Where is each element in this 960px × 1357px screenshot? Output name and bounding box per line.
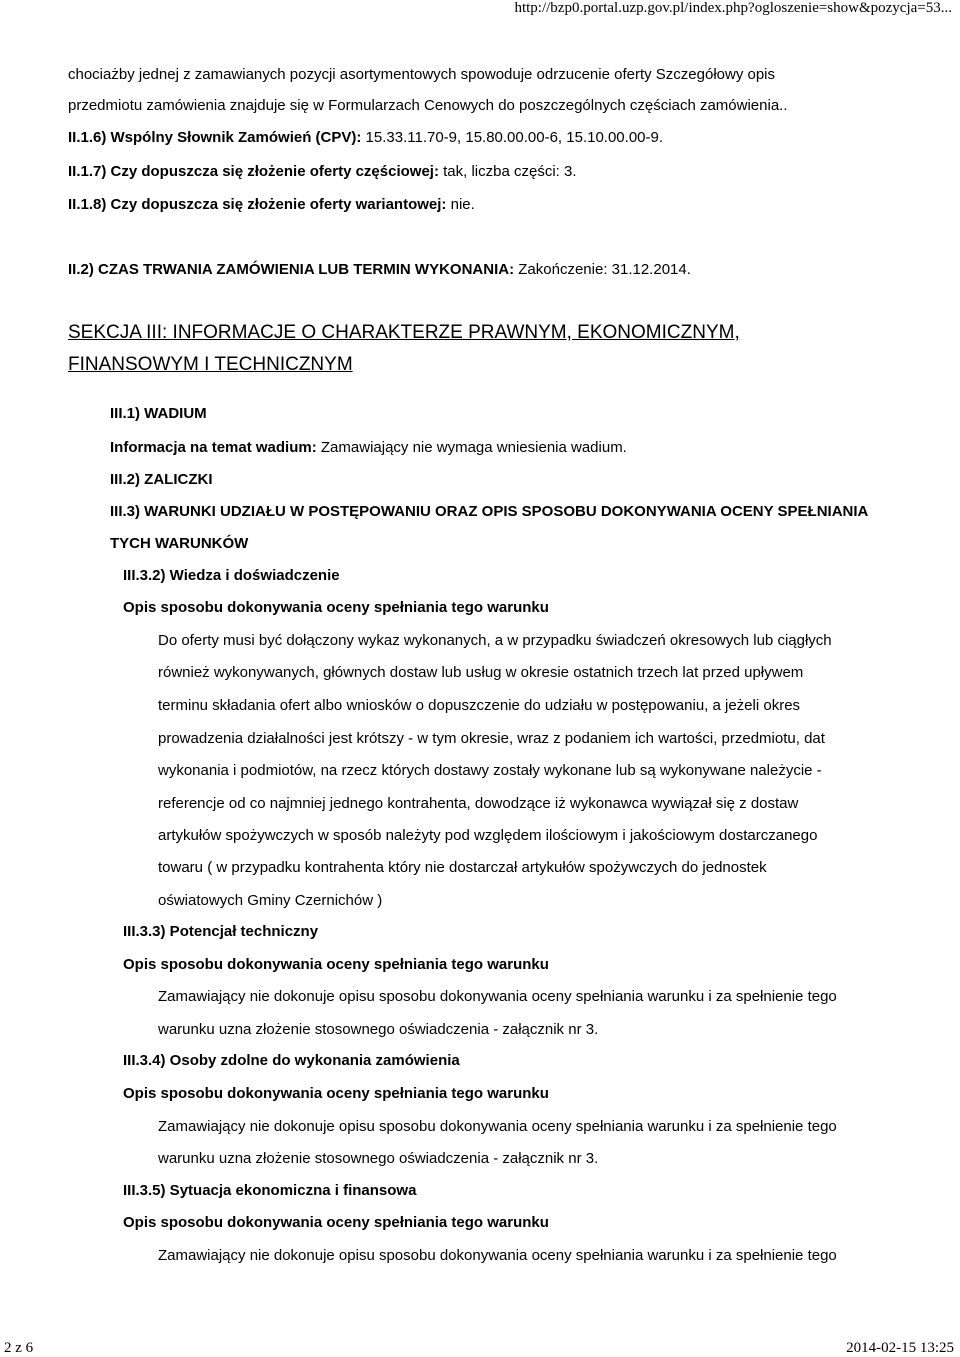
variant-offer-value: nie. xyxy=(450,196,475,213)
intro-line: chociażby jednej z zamawianych pozycji asortymentowych spowoduje odrzucenie oferty Szczegółowy opis xyxy=(68,66,776,83)
body-line: Do oferty musi być dołączony wykaz wykonanych, a w przypadku świadczeń okresowych lub ciągłych xyxy=(158,632,832,649)
variant-offer-label: II.1.8) Czy dopuszcza się złożenie oferty wariantowej: xyxy=(68,196,447,213)
body-line: referencje od co najmniej jednego kontrahenta, dowodzące iż wykonawca wywiązał się z dostaw xyxy=(158,795,799,812)
page-number: 2 z 6 xyxy=(4,1340,34,1356)
subsection-heading: III.3.4) Osoby zdolne do wykonania zamówienia xyxy=(123,1052,460,1069)
zaliczki-heading: III.2) ZALICZKI xyxy=(110,471,213,488)
partial-offer-label: II.1.7) Czy dopuszcza się złożenie oferty częściowej: xyxy=(68,163,439,180)
subsection-heading: III.3.3) Potencjał techniczny xyxy=(123,923,319,940)
body-line: Zamawiający nie dokonuje opisu sposobu dokonywania oceny spełniania warunku i za spełnienie tego xyxy=(158,1118,837,1135)
subsection-heading: III.3.5) Sytuacja ekonomiczna i finansowa xyxy=(123,1182,417,1199)
variant-offer-row xyxy=(68,196,475,214)
body-line: również wykonywanych, głównych dostaw lub usług w okresie ostatnich trzech lat przed upływem xyxy=(158,664,804,681)
warunki-heading: III.3) WARUNKI UDZIAŁU W POSTĘPOWANIU ORAZ OPIS SPOSOBU DOKONYWANIA OCENY SPEŁNIANIA xyxy=(110,503,869,520)
cpv-value: 15.33.11.70-9, 15.80.00.00-6, 15.10.00.00-9. xyxy=(365,129,664,146)
opis-label: Opis sposobu dokonywania oceny spełniania tego warunku xyxy=(123,1214,549,1231)
partial-offer-row xyxy=(68,163,577,181)
intro-line: przedmiotu zamówienia znajduje się w Formularzach Cenowych do poszczególnych częściach zamówienia.. xyxy=(68,97,788,114)
warunki-heading: TYCH WARUNKÓW xyxy=(110,535,249,552)
body-line: towaru ( w przypadku kontrahenta który nie dostarczał artykułów spożywczych do jednostek xyxy=(158,859,767,876)
body-line: oświatowych Gminy Czernichów ) xyxy=(158,892,383,909)
cpv-row xyxy=(68,129,663,147)
body-line: Zamawiający nie dokonuje opisu sposobu dokonywania oceny spełniania warunku i za spełnienie tego xyxy=(158,988,837,1005)
duration-label: II.2) CZAS TRWANIA ZAMÓWIENIA LUB TERMIN WYKONANIA: xyxy=(68,261,515,278)
section-title: FINANSOWYM I TECHNICZNYM xyxy=(68,354,353,375)
duration-value: Zakończenie: 31.12.2014. xyxy=(518,261,691,278)
opis-label: Opis sposobu dokonywania oceny spełniania tego warunku xyxy=(123,956,549,973)
wadium-info-label: Informacja na temat wadium: xyxy=(110,439,317,456)
opis-label: Opis sposobu dokonywania oceny spełniania tego warunku xyxy=(123,1085,549,1102)
body-line: warunku uzna złożenie stosownego oświadczenia - załącznik nr 3. xyxy=(158,1021,599,1038)
section-title: SEKCJA III: INFORMACJE O CHARAKTERZE PRAWNYM, EKONOMICZNYM, xyxy=(68,322,740,343)
cpv-label: II.1.6) Wspólny Słownik Zamówień (CPV): xyxy=(68,129,362,146)
body-line: wykonania i podmiotów, na rzecz których dostawy zostały wykonane lub są wykonywane należycie - xyxy=(158,762,822,779)
body-line: warunku uzna złożenie stosownego oświadczenia - załącznik nr 3. xyxy=(158,1150,599,1167)
wadium-info-value: Zamawiający nie wymaga wniesienia wadium. xyxy=(320,439,627,456)
body-line: Zamawiający nie dokonuje opisu sposobu dokonywania oceny spełniania warunku i za spełnienie tego xyxy=(158,1247,837,1264)
body-line: artykułów spożywczych w sposób należyty pod względem ilościowym i jakościowym dostarczanego xyxy=(158,827,818,844)
partial-offer-value: tak, liczba części: 3. xyxy=(443,163,577,180)
page-url: http://bzp0.portal.uzp.gov.pl/index.php?ogloszenie=show&pozycja=53... xyxy=(514,0,952,16)
wadium-info-row xyxy=(110,439,627,457)
print-datetime: 2014-02-15 13:25 xyxy=(846,1340,954,1356)
subsection-heading: III.3.2) Wiedza i doświadczenie xyxy=(123,567,340,584)
body-line: terminu składania ofert albo wniosków o dopuszczenie do udziału w postępowaniu, a jeżeli okres xyxy=(158,697,801,714)
wadium-heading: III.1) WADIUM xyxy=(110,405,207,422)
opis-label: Opis sposobu dokonywania oceny spełniania tego warunku xyxy=(123,599,549,616)
duration-row xyxy=(68,261,691,279)
body-line: prowadzenia działalności jest krótszy - w tym okresie, wraz z podaniem ich wartości, przedmiotu, dat xyxy=(158,730,825,747)
